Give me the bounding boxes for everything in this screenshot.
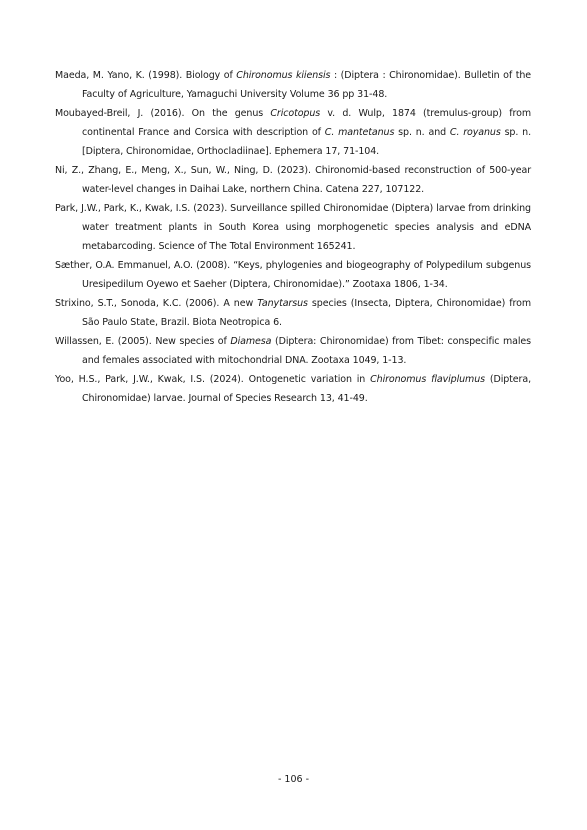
reference-text: Maeda, M. Yano, K. (1998). Biology of (55, 70, 237, 81)
reference-text: Moubayed-Breil, J. (2016). On the genus (55, 108, 271, 119)
reference-text: Sæther, O.A. Emmanuel, A.O. (2008). “Keys, phylogenies and biogeography of Polypedilum subgenus Uresipedilum Oyewo et Saeher (Diptera, Chironomidae).” Zootaxa 1806, 1-34. (55, 260, 531, 290)
reference-text: v. d. Wulp, 1874 (tremulus-group) from continental France and Corsica with description of (82, 108, 531, 138)
reference-text: sp. n. and (394, 127, 450, 138)
reference-text: Ni, Z., Zhang, E., Meng, X., Sun, W., Ning, D. (2023). Chironomid-based reconstruction of 500-year water-level changes in Daihai Lake, northern China. Catena 227, 107122. (55, 165, 531, 195)
italic-taxon-name: Chironomus flaviplumus (370, 374, 485, 385)
italic-taxon-name: Cricotopus (270, 108, 321, 119)
reference-text: species (Insecta, Diptera, Chironomidae) from São Paulo State, Brazil. Biota Neotropica 6. (82, 298, 531, 328)
reference-text: Strixino, S.T., Sonoda, K.C. (2006). A new (55, 298, 258, 309)
italic-taxon-name: Tanytarsus (257, 298, 308, 309)
reference-text: (Diptera: Chironomidae) from Tibet: conspecific males and females associated with mitochondrial DNA. Zootaxa 1049, 1-13. (82, 336, 531, 366)
reference-text: Willassen, E. (2005). New species of (55, 336, 231, 347)
reference-text: Yoo, H.S., Park, J.W., Kwak, I.S. (2024). Ontogenetic variation in (55, 374, 371, 385)
reference-list (55, 66, 531, 408)
reference-entry (55, 66, 531, 104)
reference-text: (Diptera, Chironomidae) larvae. Journal of Species Research 13, 41-49. (82, 374, 531, 404)
italic-taxon-name: C. mantetanus (324, 127, 395, 138)
reference-entry (55, 332, 531, 370)
italic-taxon-name: C. royanus (449, 127, 501, 138)
reference-text: sp. n. [Diptera, Chironomidae, Orthocladiinae]. Ephemera 17, 71-104. (82, 127, 531, 157)
reference-text: Park, J.W., Park, K., Kwak, I.S. (2023). Surveillance spilled Chironomidae (Diptera) larvae from drinking water treatment plants in South Korea using morphogenetic species analysis and eDNA metabarcoding. Science of The Total Environment 165241. (55, 203, 531, 252)
reference-entry (55, 199, 531, 256)
reference-text: : (Diptera : Chironomidae). Bulletin of the Faculty of Agriculture, Yamaguchi University Volume 36 pp 31-48. (82, 70, 531, 100)
italic-taxon-name: Diamesa (230, 336, 272, 347)
reference-entry (55, 256, 531, 294)
reference-entry (55, 104, 531, 161)
reference-entry (55, 294, 531, 332)
reference-entry (55, 161, 531, 199)
reference-entry (55, 370, 531, 408)
page-number: - 106 - (277, 774, 310, 785)
italic-taxon-name: Chironomus kiiensis (236, 70, 331, 81)
